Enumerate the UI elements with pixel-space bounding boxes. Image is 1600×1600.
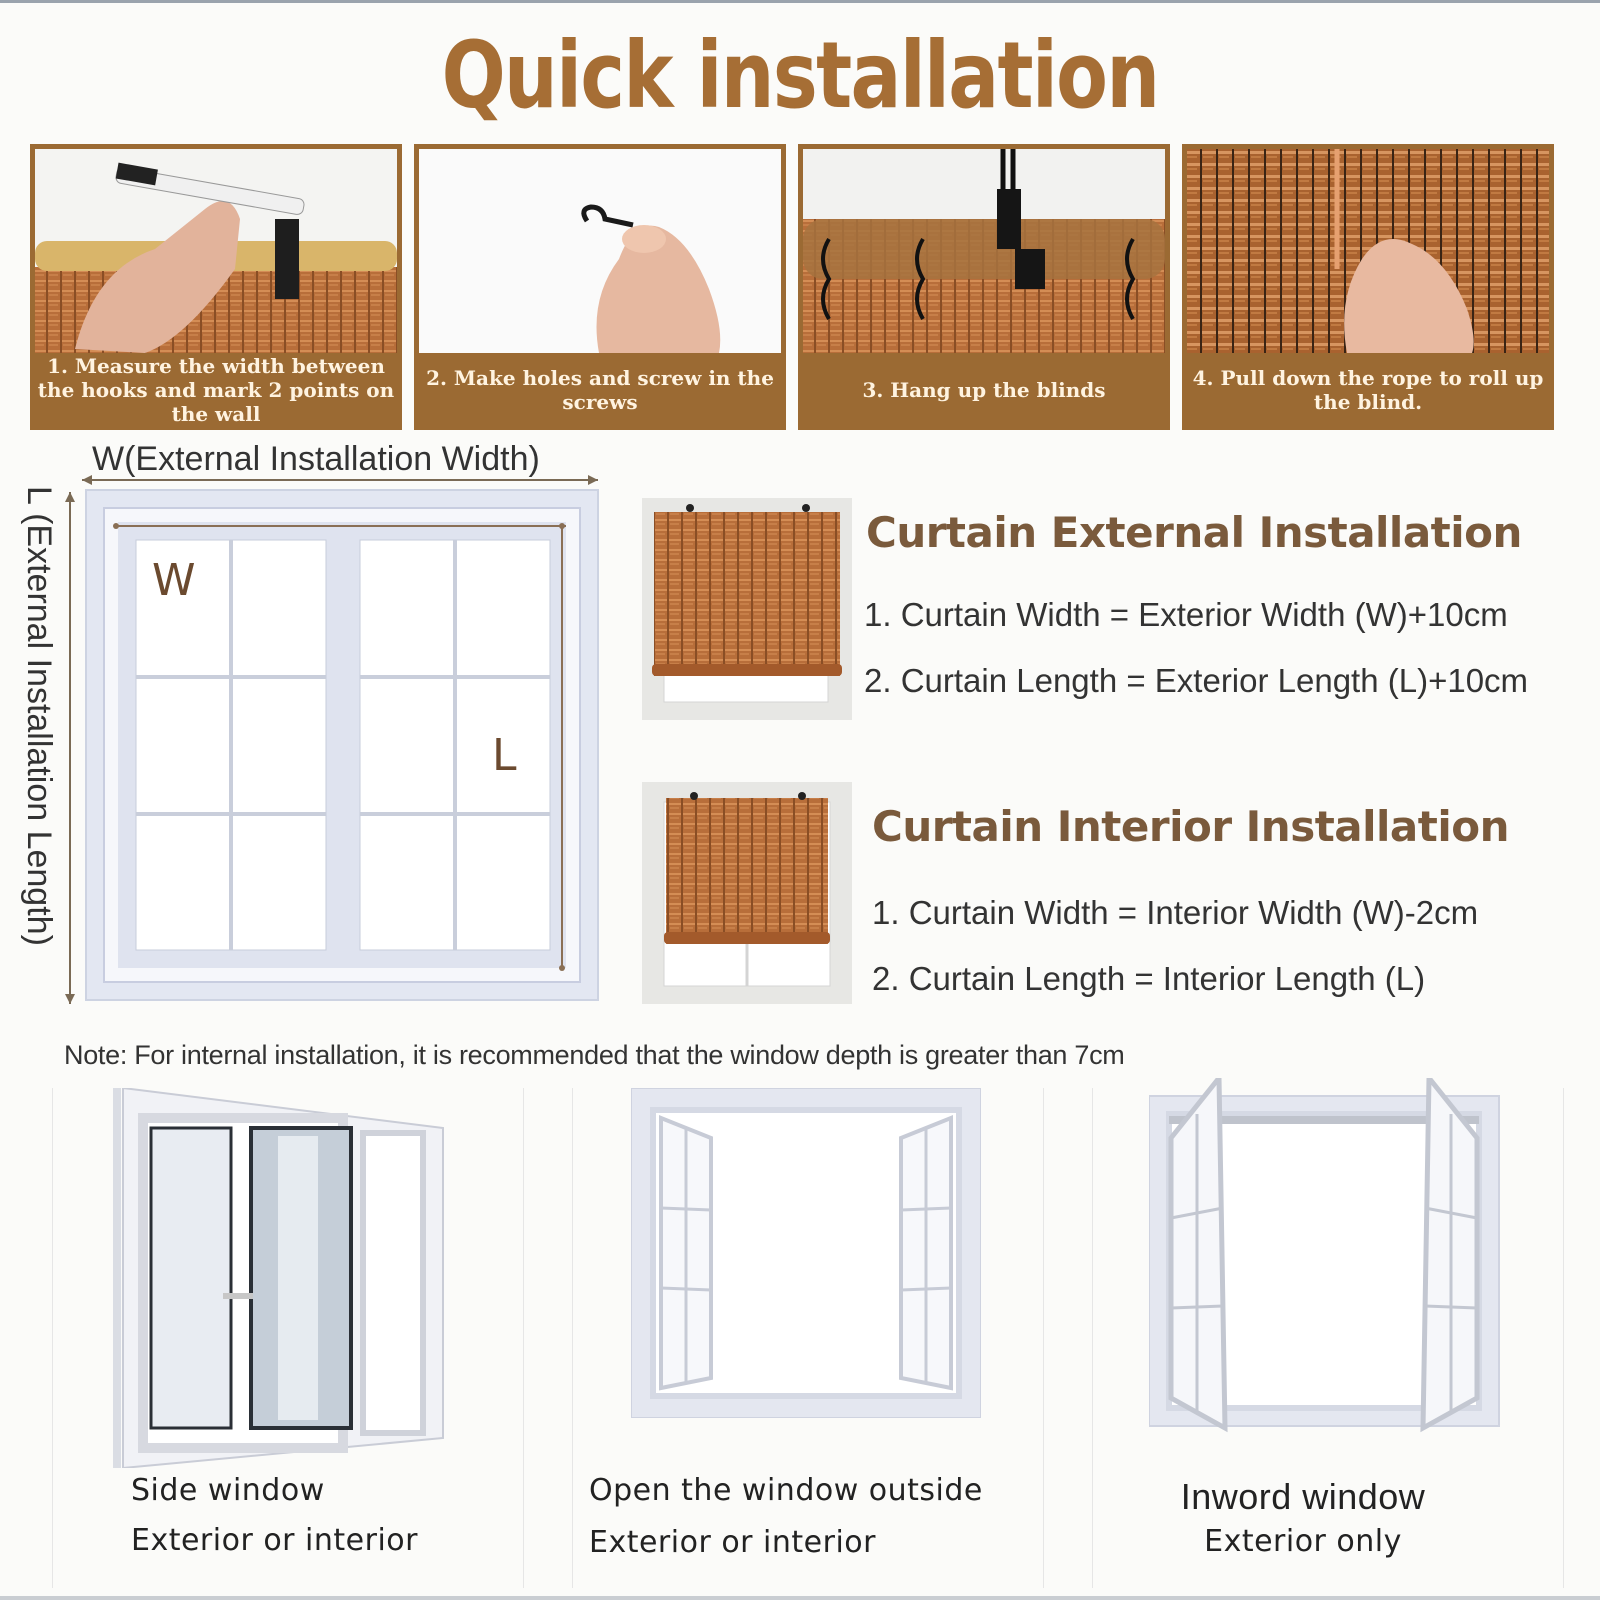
window-type-inward [1092,1088,1564,1588]
external-heading: Curtain External Installation [866,508,1522,557]
external-curtain-thumbnail [642,498,852,720]
external-line-2: 2. Curtain Length = Exterior Length (L)+10cm [864,662,1529,699]
width-label: W(External Installation Width) [92,440,540,478]
step-3-photo [803,149,1165,353]
bottom-border [0,1596,1600,1600]
outside-window-name: Open the window outside [589,1473,983,1508]
step-1-photo [35,149,397,353]
length-label: L (External Installation Length) [20,486,58,946]
step-card-3 [798,144,1170,430]
interior-curtain-thumbnail [642,782,852,1004]
side-window-illustration [103,1088,463,1468]
interior-heading: Curtain Interior Installation [872,802,1509,851]
step-4-photo [1187,149,1549,353]
step-card-2 [414,144,786,430]
window-type-outside [572,1088,1044,1588]
step-2-photo [419,149,781,353]
installation-note: Note: For internal installation, it is recommended that the window depth is greater than 7cm [64,1040,1125,1070]
step-2-caption: 2. Make holes and screw in the screws [426,366,774,414]
step-1-caption: 1. Measure the width between the hooks and mark 2 points on the wall [37,354,395,426]
page-title: Quick installation [441,22,1159,129]
step-card-4 [1182,144,1554,430]
side-window-name: Side window [131,1473,325,1508]
w-mark: W [152,555,196,606]
inward-window-illustration [1149,1078,1509,1438]
step-4-caption: 4. Pull down the rope to roll up the blind. [1192,366,1544,414]
l-mark: L [492,730,517,781]
step-3-caption: 3. Hang up the blinds [862,378,1106,402]
side-window-mode: Exterior or interior [131,1523,418,1558]
window-measurement-diagram [0,460,610,1020]
window-type-side [52,1088,524,1588]
interior-line-1: 1. Curtain Width = Interior Width (W)-2cm [872,894,1479,931]
outside-window-illustration [631,1088,981,1418]
interior-line-2: 2. Curtain Length = Interior Length (L) [872,960,1426,997]
top-border [0,0,1600,3]
external-line-1: 1. Curtain Width = Exterior Width (W)+10cm [864,596,1508,633]
step-card-1 [30,144,402,430]
outside-window-mode: Exterior or interior [589,1525,876,1560]
inward-window-mode: Exterior only [1204,1524,1402,1559]
inward-window-name: Inword window [1180,1476,1426,1517]
